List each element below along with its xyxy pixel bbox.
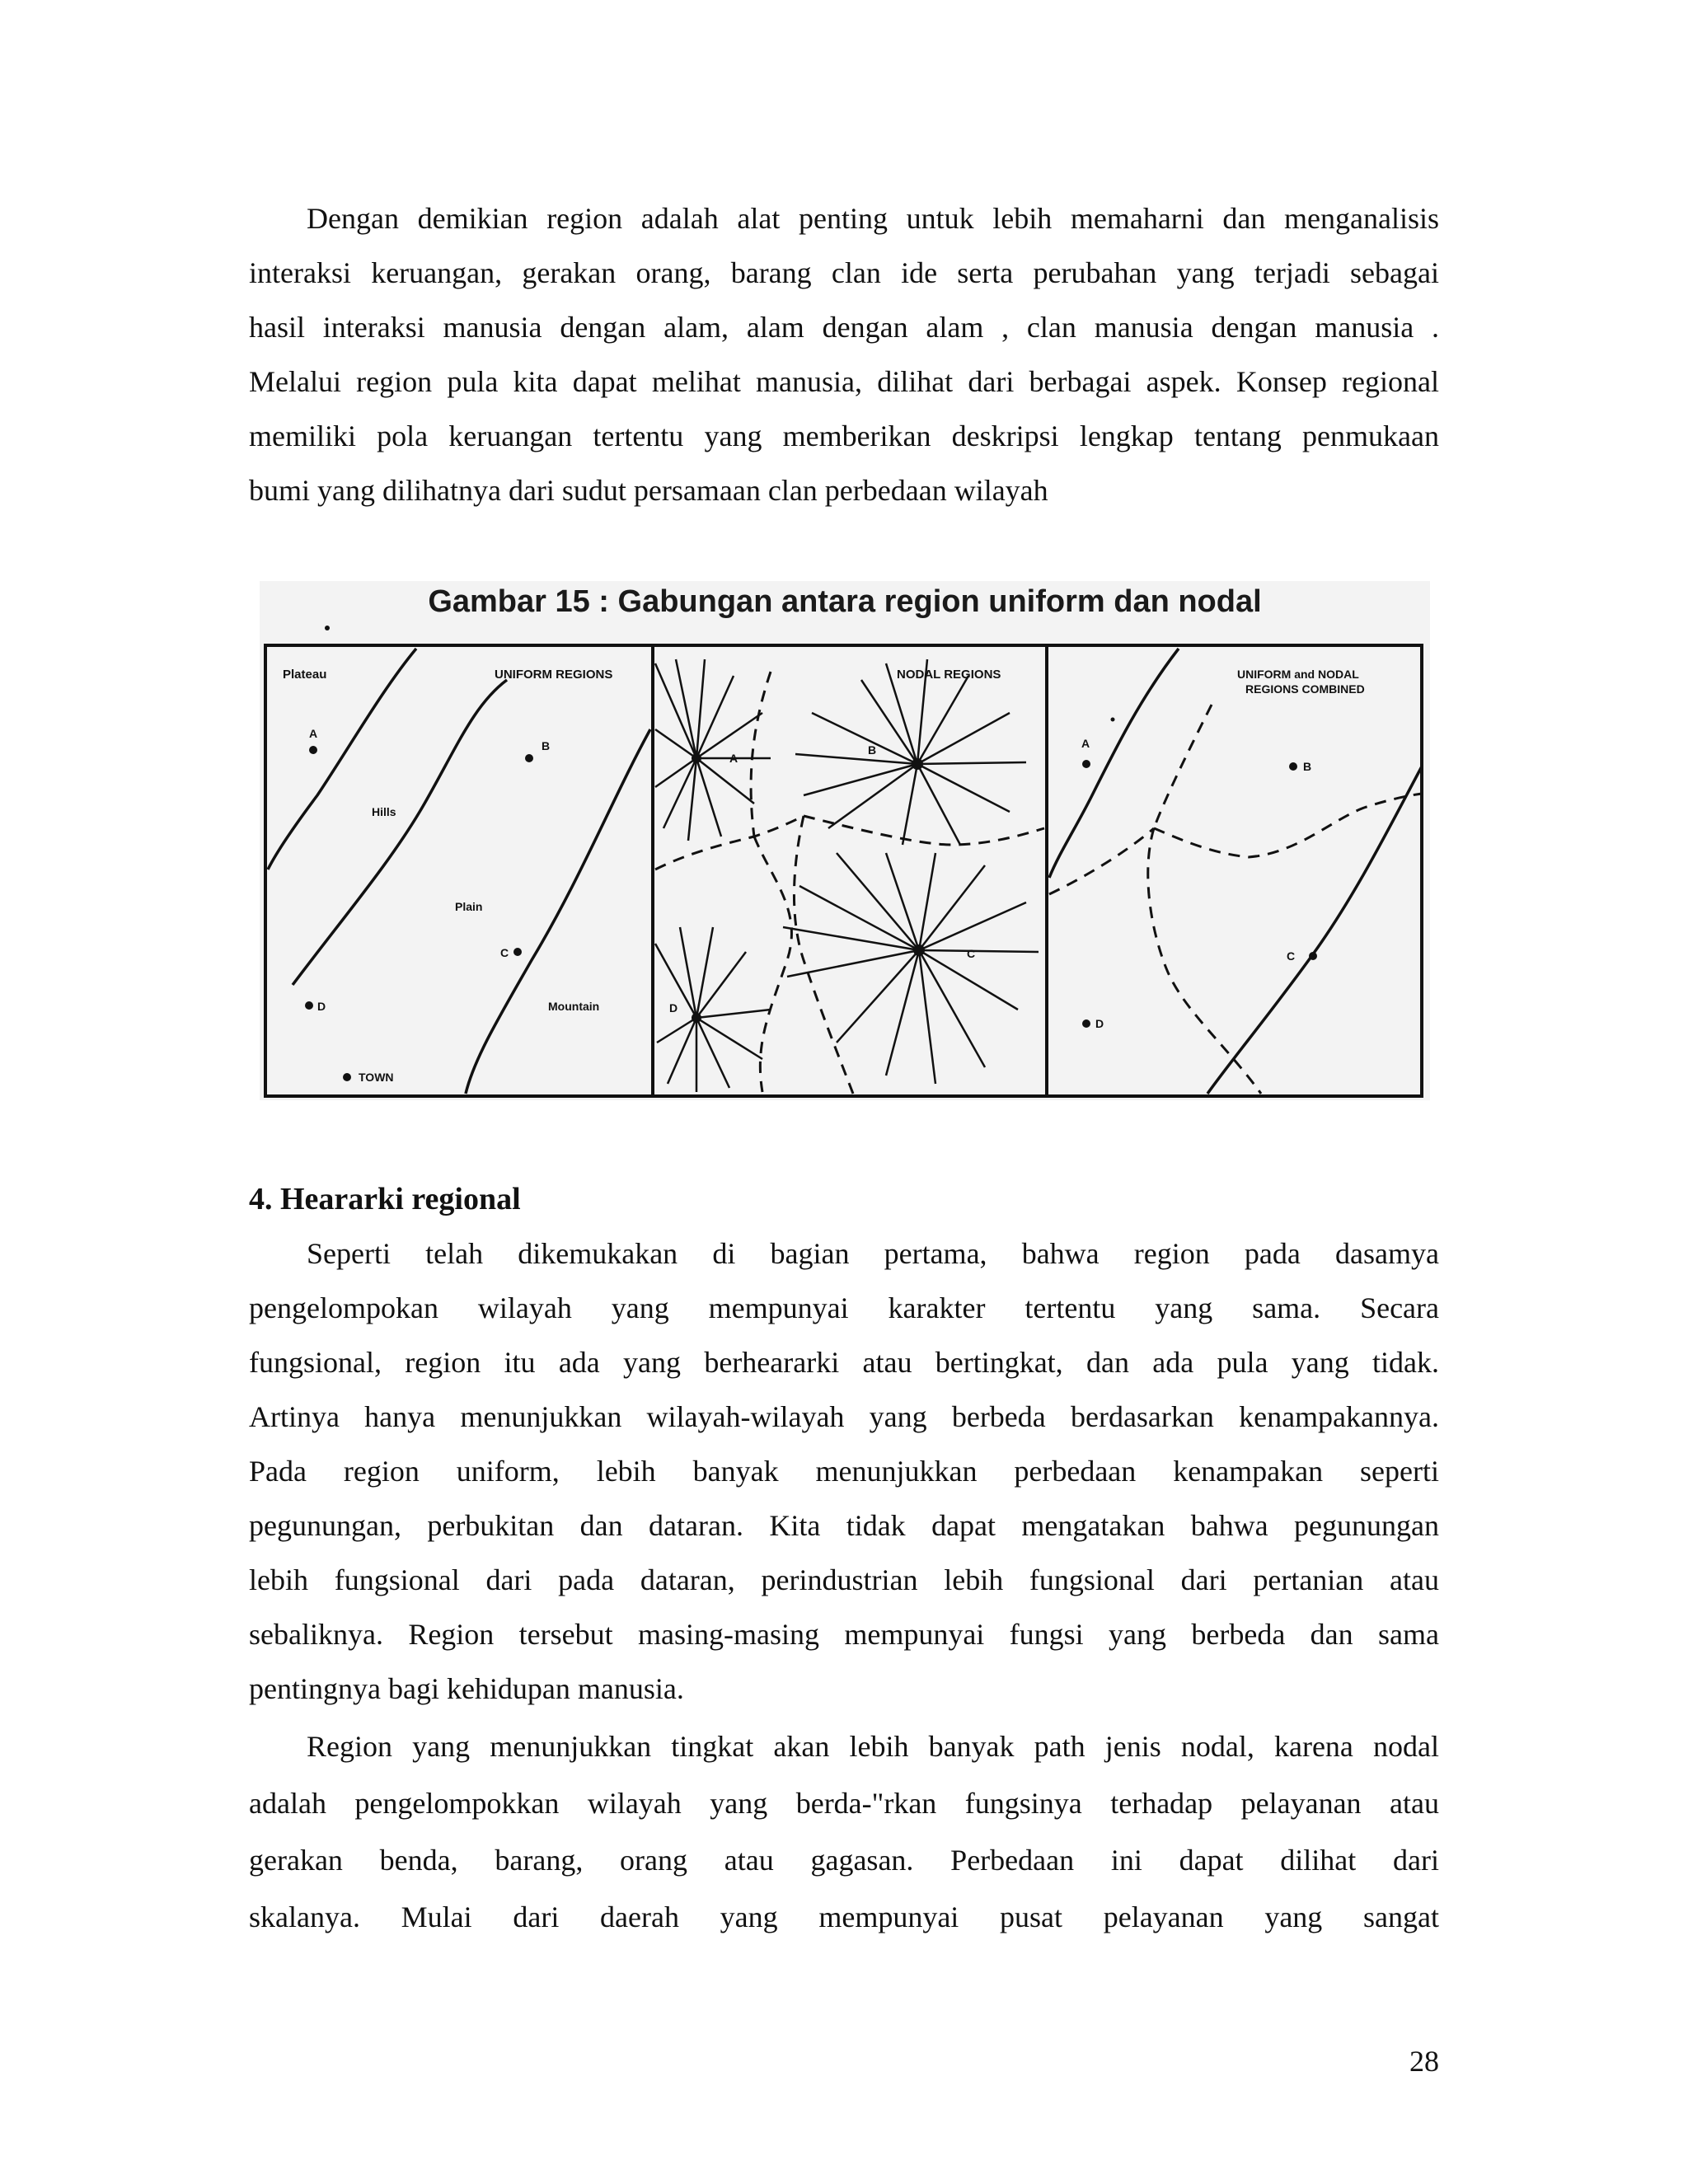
text-line: pentingnya bagi kehidupan manusia. (249, 1672, 684, 1705)
text-line: Melalui region pula kita dapat melihat manusia, dilihat dari berbagai aspek. Konsep regional (249, 365, 1439, 398)
label-mountain: Mountain (548, 1000, 600, 1013)
text-line: gerakan benda, barang, orang atau gagasan. Perbedaan ini dapat dilihat dari (249, 1844, 1439, 1877)
label-a: A (309, 727, 318, 740)
text-line: sebaliknya. Region tersebut masing-masing mempunyai fungsi yang berbeda dan sama (249, 1618, 1439, 1651)
label-c: C (967, 947, 976, 960)
panel-title-combined-line2: REGIONS COMBINED (1245, 682, 1365, 696)
text-line: pegunungan, perbukitan dan dataran. Kita tidak dapat mengatakan bahwa pegunungan (249, 1509, 1439, 1542)
figure-region-maps (260, 581, 1430, 1100)
paragraph-1 (249, 191, 1439, 518)
text-line: Dengan demikian region adalah alat penting untuk lebih memaharni dan menganalisis (307, 202, 1439, 235)
panel-title-combined-line1: UNIFORM and NODAL (1237, 668, 1359, 681)
label-d: D (1095, 1017, 1104, 1030)
text-line: Pada region uniform, lebih banyak menunjukkan perbedaan kenampakan seperti (249, 1455, 1439, 1488)
label-b: B (542, 739, 551, 752)
uniform-boundaries (268, 649, 650, 1094)
figure-caption: Gambar 15 : Gabungan antara region uniform dan nodal (428, 584, 1262, 619)
nodal-spokes (655, 659, 1039, 1092)
label-plateau: Plateau (283, 668, 327, 682)
label-c: C (1287, 949, 1296, 963)
text-line: skalanya. Mulai dari daerah yang mempunyai pusat pelayanan yang sangat (249, 1900, 1439, 1933)
page-number: 28 (1409, 2045, 1439, 2078)
text-line: memiliki pola keruangan tertentu yang memberikan deskripsi lengkap tentang penmukaan (249, 419, 1439, 452)
paragraph-2 (249, 1226, 1439, 1716)
figure-frame (265, 645, 1422, 1096)
text-line: Artinya hanya menunjukkan wilayah-wilayah yang berbeda berdasarkan kenampakannya. (249, 1400, 1439, 1433)
label-hills: Hills (372, 805, 396, 818)
label-a: A (1081, 737, 1090, 750)
label-d: D (317, 1000, 326, 1013)
label-b: B (868, 743, 877, 757)
label-plain: Plain (455, 900, 483, 913)
region-maps-illustration (260, 581, 1430, 1100)
text-line: fungsional, region itu ada yang berheararki atau bertingkat, dan ada pula yang tidak. (249, 1346, 1439, 1379)
text-line: lebih fungsional dari pada dataran, perindustrian lebih fungsional dari pertanian atau (249, 1563, 1439, 1596)
text-line: interaksi keruangan, gerakan orang, barang clan ide serta perubahan yang terjadi sebagai (249, 256, 1439, 289)
label-town: TOWN (359, 1071, 394, 1084)
text-line: Region yang menunjukkan tingkat akan lebih banyak path jenis nodal, karena nodal (307, 1730, 1439, 1763)
label-c: C (500, 946, 509, 959)
node-b-spokes (795, 659, 1026, 845)
combined-nodal-boundaries (1049, 705, 1422, 1094)
node-c-spokes (783, 853, 1039, 1084)
section-heading: 4. Heararki regional (249, 1182, 521, 1216)
text-line: hasil interaksi manusia dengan alam, alam dengan alam , clan manusia dengan manusia . (249, 311, 1439, 344)
text-line: bumi yang dilihatnya dari sudut persamaan clan perbedaan wilayah (249, 474, 1048, 507)
label-a: A (729, 752, 738, 765)
label-b: B (1303, 760, 1312, 773)
text-line: Seperti telah dikemukakan di bagian pertama, bahwa region pada dasamya (307, 1237, 1439, 1270)
paragraph-3 (249, 1718, 1439, 1946)
text-line: adalah pengelompokkan wilayah yang berda-"rkan fungsinya terhadap pelayanan atau (249, 1787, 1439, 1820)
panel-title-uniform: UNIFORM REGIONS (495, 668, 613, 682)
text-line: pengelompokan wilayah yang mempunyai karakter tertentu yang sama. Secara (249, 1291, 1439, 1324)
label-d: D (669, 1001, 678, 1015)
nodal-dashed-boundaries (655, 672, 1044, 1094)
panel-title-nodal: NODAL REGIONS (897, 668, 1001, 682)
combined-uniform-boundaries (1049, 649, 1422, 1094)
